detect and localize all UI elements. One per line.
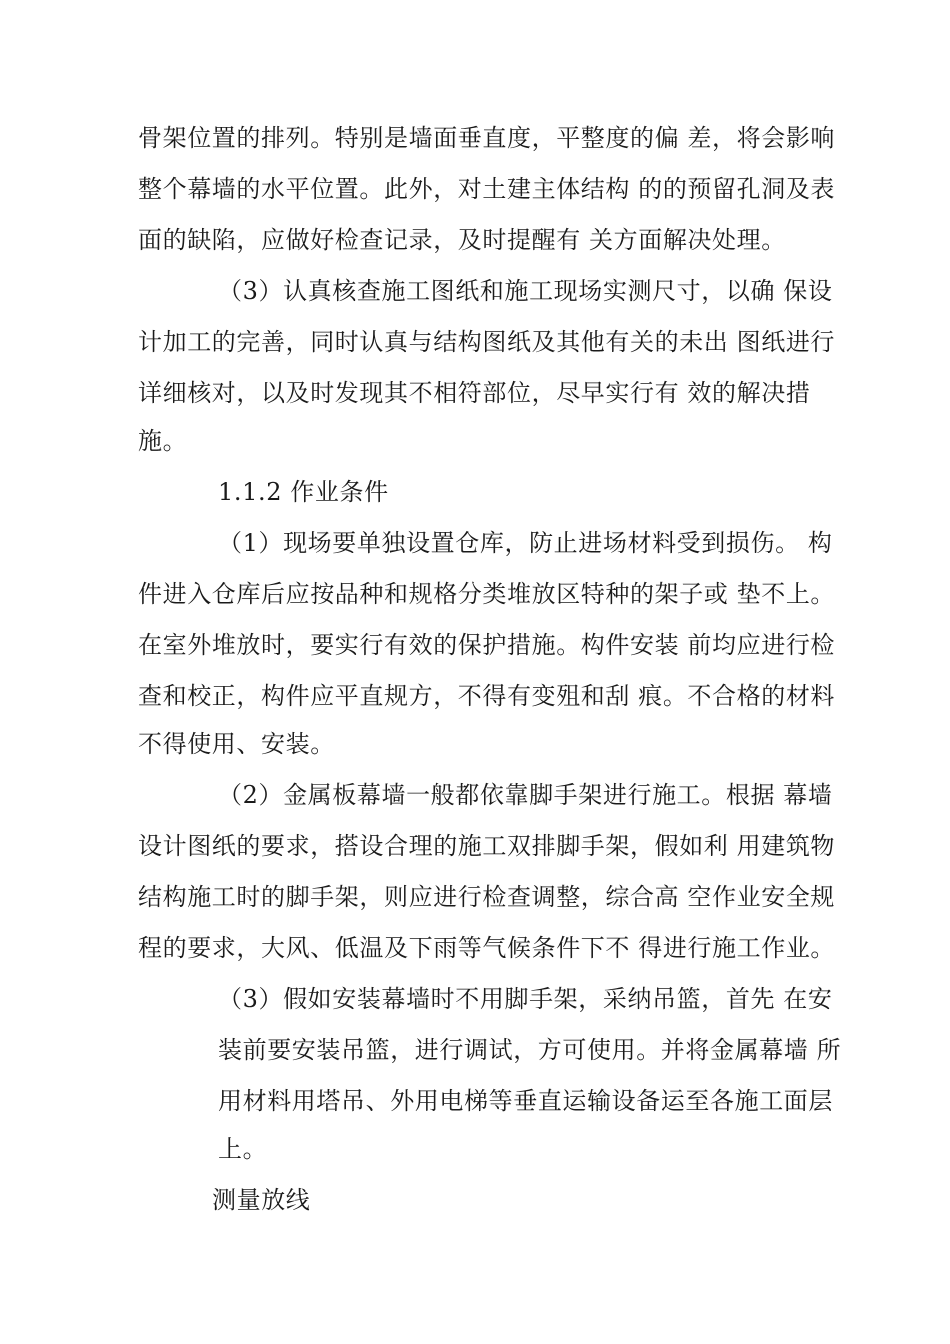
text-line: 在室外堆放时，要实行有效的保护措施。构件安装 前均应进行检 — [138, 631, 836, 659]
paragraph-start: （1）现场要单独设置仓库，防止进场材料受到损伤。 构 — [218, 529, 833, 557]
text-line: 面的缺陷，应做好检查记录，及时提醒有 关方面解决处理。 — [138, 226, 786, 254]
paragraph-start: （3）认真核查施工图纸和施工现场实测尺寸，以确 保设 — [218, 277, 833, 305]
text-line: 上。 — [218, 1135, 268, 1163]
text-line: 计加工的完善，同时认真与结构图纸及其他有关的未出 图纸进行 — [138, 328, 836, 356]
paragraph-start: （2）金属板幕墙一般都依靠脚手架进行施工。根据 幕墙 — [218, 781, 833, 809]
text-line: 查和校正，构件应平直规方，不得有变殂和刮 痕。不合格的材料 — [138, 682, 836, 710]
text-line: 用材料用塔吊、外用电梯等垂直运输设备运至各施工面层 — [218, 1087, 833, 1115]
text-line: 装前要安装吊篮，进行调试，方可使用。并将金属幕墙 所 — [218, 1036, 842, 1064]
text-line: 设计图纸的要求，搭设合理的施工双排脚手架，假如利 用建筑物 — [138, 832, 836, 860]
text-line: 骨架位置的排列。特别是墙面垂直度，平整度的偏 差，将会影响 — [138, 124, 836, 152]
text-line: 程的要求，大风、低温及下雨等气候条件下不 得进行施工作业。 — [138, 934, 836, 962]
section-heading: 1.1.2 作业条件 — [218, 478, 389, 506]
text-line: 详细核对，以及时发现其不相符部位，尽早实行有 效的解决措 — [138, 379, 811, 407]
text-line: 整个幕墙的水平位置。此外，对土建主体结构 的的预留孔洞及表 — [138, 175, 836, 203]
text-line: 不得使用、安装。 — [138, 730, 335, 758]
text-line: 结构施工时的脚手架，则应进行检查调整，综合高 空作业安全规 — [138, 883, 836, 911]
section-heading: 测量放线 — [212, 1186, 311, 1214]
text-line: 件进入仓库后应按品种和规格分类堆放区特种的架子或 垫不上。 — [138, 580, 836, 608]
paragraph-start: （3）假如安装幕墙时不用脚手架，采纳吊篮，首先 在安 — [218, 985, 833, 1013]
text-line: 施。 — [138, 427, 188, 455]
